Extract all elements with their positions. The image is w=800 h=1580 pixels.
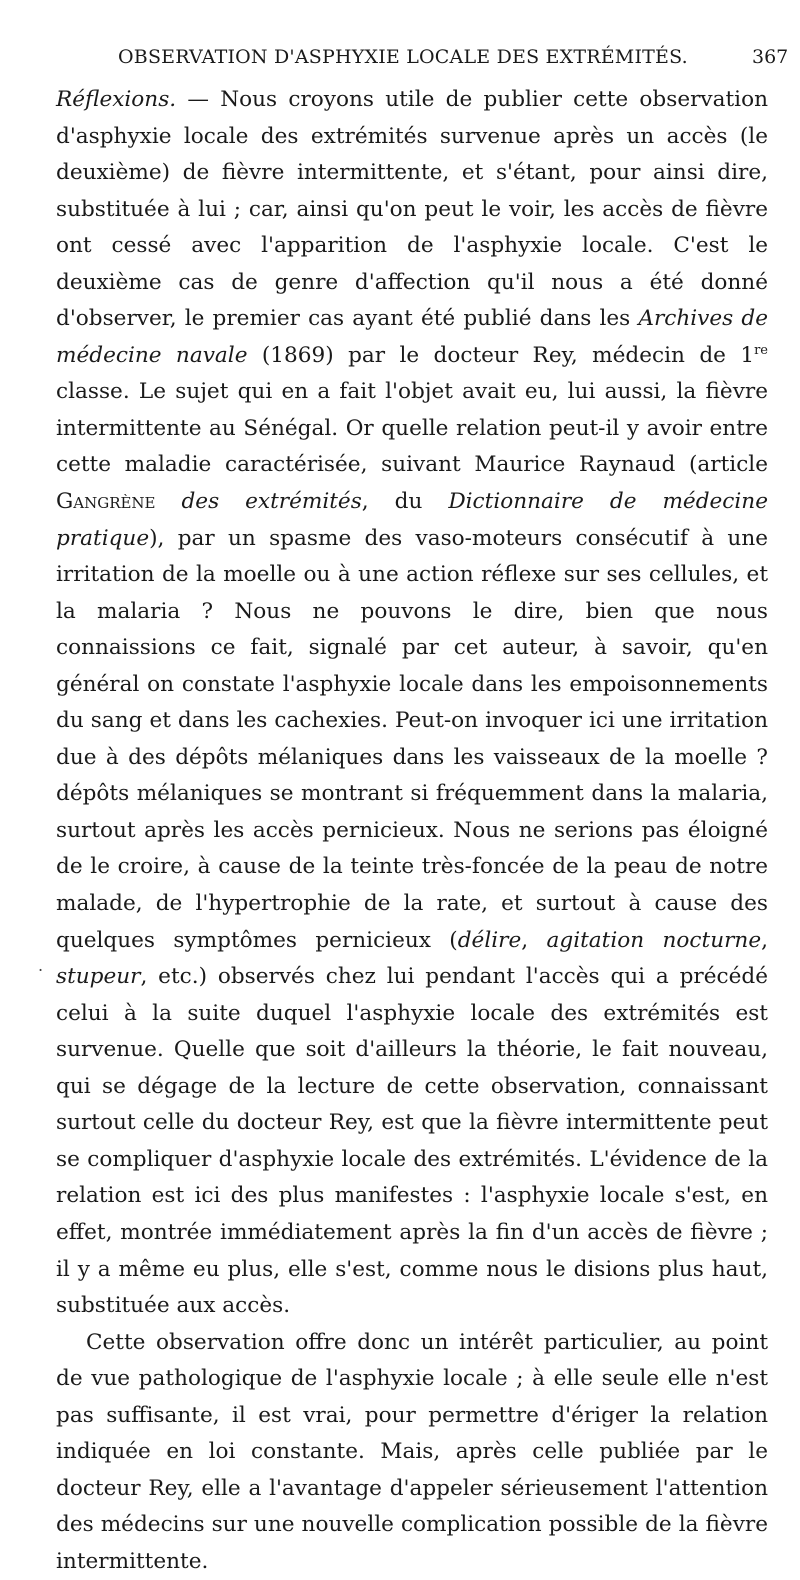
small-caps-term: Gangrène: [56, 489, 156, 515]
text-run: ), par un spasme des vaso-moteurs consécutif à une irritation de la moelle ou à une action réflexe sur ses cellules, et la malaria ? Nous ne pouvons le dire, bien que nous connaissions ce fait, signalé par cet auteur, à savoir, qu'en général on constate l'asphyxie locale dans les empoisonnements du sang et dans les cachexies. Peut-on invoquer ici une irritation due à des dépôts mélaniques dans les vaisseaux de la moelle ? dépôts mélaniques se montrant si fréquemment dans la malaria, surtout après les accès pernicieux. Nous ne serions pas éloigné de le croire, à cause de la teinte très-foncée de la peau de notre malade, de l'hypertrophie de la rate, et surtout à cause des quelques symptômes pernicieux (: [56, 525, 768, 953]
text-run: (1869) par le docteur Rey, médecin de 1: [247, 342, 755, 368]
italic-term: des extrémités: [181, 489, 362, 515]
paragraph-reflexions: [56, 82, 768, 1325]
running-head: OBSERVATION D'ASPHYXIE LOCALE DES EXTRÉMITÉS.: [118, 46, 688, 68]
text-run: , du: [361, 489, 449, 515]
symptom-term: délire: [457, 927, 522, 953]
paragraph-conclusion: Cette observation offre donc un intérêt particulier, au point de vue pathologique de l'asphyxie locale ; à elle seule elle n'est pas suffisante, il est vrai, pour permettre d'ériger la relation indiquée en loi constante. Mais, après celle publiée par le docteur Rey, elle a l'avantage d'appeler sérieusement l'attention des médecins sur une nouvelle complication possible de la fièvre intermittente.: [56, 1329, 768, 1574]
text-run: [156, 489, 182, 514]
journal-title: Archives de médecine navale: [56, 306, 768, 368]
page-number: 367: [752, 46, 789, 68]
section-heading: Réflexions.: [56, 87, 177, 112]
text-run: , etc.) observés chez lui pendant l'accès qui a précédé celui à la suite duquel l'asphyxie locale des extrémités est survenue. Quelle que soit d'ailleurs la théorie, le fait nouveau, qui se dégage de la lecture de cette observation, connaissant surtout celle du docteur Rey, est que la fièvre intermittente peut se compliquer d'asphyxie locale des extrémités. L'évidence de la relation est ici des plus manifestes : l'asphyxie locale s'est, en effet, montrée immédiatement après la fin d'un accès de fièvre ; il y a même eu plus, elle s'est, comme nous le disions plus haut, substituée aux accès.: [56, 964, 768, 1319]
text-run: ,: [761, 927, 768, 953]
superscript: re: [754, 342, 768, 358]
symptom-term: agitation nocturne: [546, 927, 762, 953]
text-run: classe. Le sujet qui en a fait l'objet avait eu, lui aussi, la fièvre intermittente au Sénégal. Or quelle relation peut-il y avoir entre cette maladie caractérisée, suivant Maurice Raynaud (article: [56, 379, 768, 478]
margin-mark: .: [38, 956, 44, 975]
body-text: [56, 82, 768, 1580]
text-run: ,: [521, 927, 547, 953]
dictionary-title: Dictionnaire de médecine pratique: [56, 489, 768, 551]
symptom-term: stupeur: [56, 964, 141, 990]
text-run: — Nous croyons utile de publier cette observation d'asphyxie locale des extrémités survenue après un accès (le deuxième) de fièvre intermittente, et s'étant, pour ainsi dire, substituée à lui ; car, ainsi qu'on peut le voir, les accès de fièvre ont cessé avec l'apparition de l'asphyxie locale. C'est le deuxième cas de genre d'affection qu'il nous a été donné d'observer, le premier cas ayant été publié dans les: [56, 87, 768, 332]
